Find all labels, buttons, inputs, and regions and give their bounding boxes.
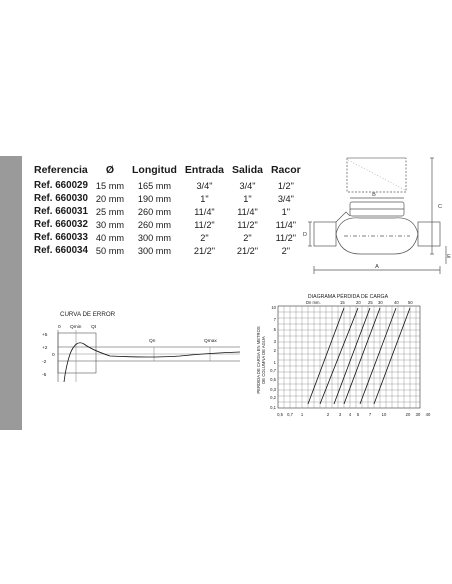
y-label-plus5: +5 — [42, 333, 48, 338]
cell-outlet: 1" — [243, 193, 252, 204]
cell-diameter: 50 mm — [95, 245, 125, 256]
cell-inlet: 3/4" — [196, 180, 213, 191]
cell-inlet: 21/2" — [193, 245, 216, 256]
x-label-qt: Qt — [91, 325, 97, 330]
dimension-e: E — [447, 254, 451, 260]
y-tick: 0,3 — [270, 387, 276, 392]
cell-diameter: 15 mm — [95, 180, 125, 191]
top-label-25: 25 — [368, 300, 373, 305]
top-label-15: 15 — [340, 300, 345, 305]
cell-length: 260 mm — [137, 206, 172, 217]
dimension-d: D — [303, 232, 307, 238]
error-curve-line — [64, 343, 240, 382]
cell-fitting: 11/2" — [275, 232, 297, 243]
cell-ref: Ref. 660034 — [34, 245, 88, 256]
top-label-20: 20 — [356, 300, 361, 305]
meter-outlet — [418, 222, 440, 246]
cell-ref: Ref. 660030 — [34, 193, 88, 204]
water-meter-drawing — [300, 150, 452, 290]
table-row — [34, 205, 305, 218]
pressure-chart-ylabel-2: DE COLUMNA DE AGUA — [261, 336, 266, 384]
x-tick: 4 — [348, 412, 352, 417]
spec-table — [34, 164, 305, 257]
error-curve-chart — [30, 306, 242, 386]
x-tick: 0,7 — [287, 412, 293, 417]
cell-fitting: 11/4" — [275, 219, 297, 230]
cell-ref: Ref. 660031 — [34, 206, 88, 217]
side-bar — [0, 156, 22, 430]
y-tick: 2 — [273, 348, 276, 353]
loss-line-dn40 — [360, 308, 396, 404]
x-tick: 5 — [356, 412, 360, 417]
dimension-b: B — [372, 192, 376, 198]
y-tick: 0,7 — [270, 368, 276, 373]
cell-length: 300 mm — [137, 245, 172, 256]
y-label-zero: 0 — [52, 353, 55, 358]
y-tick: 0,1 — [270, 405, 276, 410]
header-referencia: Referencia — [34, 164, 88, 176]
cell-diameter: 20 mm — [95, 193, 125, 204]
header-longitud: Longitud — [132, 164, 177, 176]
pressure-loss-chart — [246, 290, 450, 424]
pressure-chart-ylabel-1: PERDIDA DE CARGA EN METROS — [256, 326, 261, 394]
top-label-50: 50 — [408, 300, 413, 305]
x-tick: 3 — [338, 412, 342, 417]
top-label-30: 30 — [378, 300, 383, 305]
error-zone-box — [58, 333, 96, 373]
x-label-qmax: Qmax — [204, 339, 217, 344]
header-entrada: Entrada — [184, 164, 225, 176]
cell-inlet: 1" — [200, 193, 209, 204]
y-tick: 7 — [273, 317, 276, 322]
header-salida: Salida — [232, 164, 263, 176]
cell-outlet: 3/4" — [239, 180, 256, 191]
table-row — [34, 231, 305, 244]
cell-inlet: 11/4" — [194, 206, 215, 217]
table-row — [34, 218, 305, 231]
cell-inlet: 11/2" — [194, 219, 215, 230]
cell-length: 165 mm — [137, 180, 172, 191]
y-tick: 0,2 — [270, 395, 276, 400]
x-tick: 30 — [415, 412, 421, 417]
y-label-minus2: -2 — [42, 360, 47, 365]
spec-table-header — [34, 164, 305, 179]
y-tick: 1 — [273, 360, 276, 365]
cell-outlet: 11/2" — [237, 219, 258, 230]
meter-inlet — [314, 222, 336, 246]
cell-outlet: 11/4" — [237, 206, 258, 217]
y-tick: 10 — [271, 305, 276, 310]
x-tick: 0,5 — [277, 412, 283, 417]
cell-ref: Ref. 660029 — [34, 180, 88, 191]
x-tick: 7 — [368, 412, 372, 417]
cell-outlet: 2" — [243, 232, 252, 243]
table-row — [34, 244, 305, 257]
dimension-a: A — [375, 264, 379, 270]
header-diameter: Ø — [105, 164, 115, 176]
y-label-minus5: -5 — [42, 373, 47, 378]
y-tick: 0,5 — [270, 377, 276, 382]
dimension-c: C — [438, 204, 442, 210]
cell-outlet: 21/2" — [236, 245, 259, 256]
table-row — [34, 179, 305, 192]
cell-ref: Ref. 660033 — [34, 232, 88, 243]
x-tick: 1 — [300, 412, 304, 417]
cell-inlet: 2" — [200, 232, 209, 243]
x-tick: 40 — [425, 412, 431, 417]
cell-ref: Ref. 660032 — [34, 219, 88, 230]
cell-fitting: 1" — [281, 206, 291, 217]
pressure-chart-frame — [278, 306, 420, 408]
cell-fitting: 2" — [281, 245, 291, 256]
cell-fitting: 1/2" — [277, 180, 294, 191]
y-label-plus2: +2 — [42, 346, 48, 351]
x-tick: 20 — [405, 412, 411, 417]
table-row — [34, 192, 305, 205]
cell-diameter: 40 mm — [95, 232, 125, 243]
x-label-qn: Qn — [149, 339, 156, 344]
cell-fitting: 3/4" — [277, 193, 294, 204]
cell-diameter: 25 mm — [95, 206, 125, 217]
header-racor: Racor — [270, 164, 301, 176]
cell-length: 260 mm — [137, 219, 172, 230]
y-tick: 5 — [273, 327, 276, 332]
error-curve-title: CURVA DE ERROR — [60, 311, 116, 318]
cell-diameter: 30 mm — [95, 219, 125, 230]
cell-length: 190 mm — [137, 193, 172, 204]
x-label-zero: 0 — [58, 325, 61, 330]
x-label-qmin: Qmin — [70, 325, 82, 330]
meter-register-cover — [347, 158, 406, 192]
top-label-40: 40 — [394, 300, 399, 305]
cell-length: 300 mm — [137, 232, 172, 243]
pressure-chart-title: DIAGRAMA PÉRDIDA DE CARGA — [307, 294, 389, 300]
top-label-dn: Dn mm. — [306, 300, 321, 305]
y-tick: 3 — [273, 339, 276, 344]
x-tick: 10 — [381, 412, 387, 417]
x-tick: 2 — [326, 412, 330, 417]
